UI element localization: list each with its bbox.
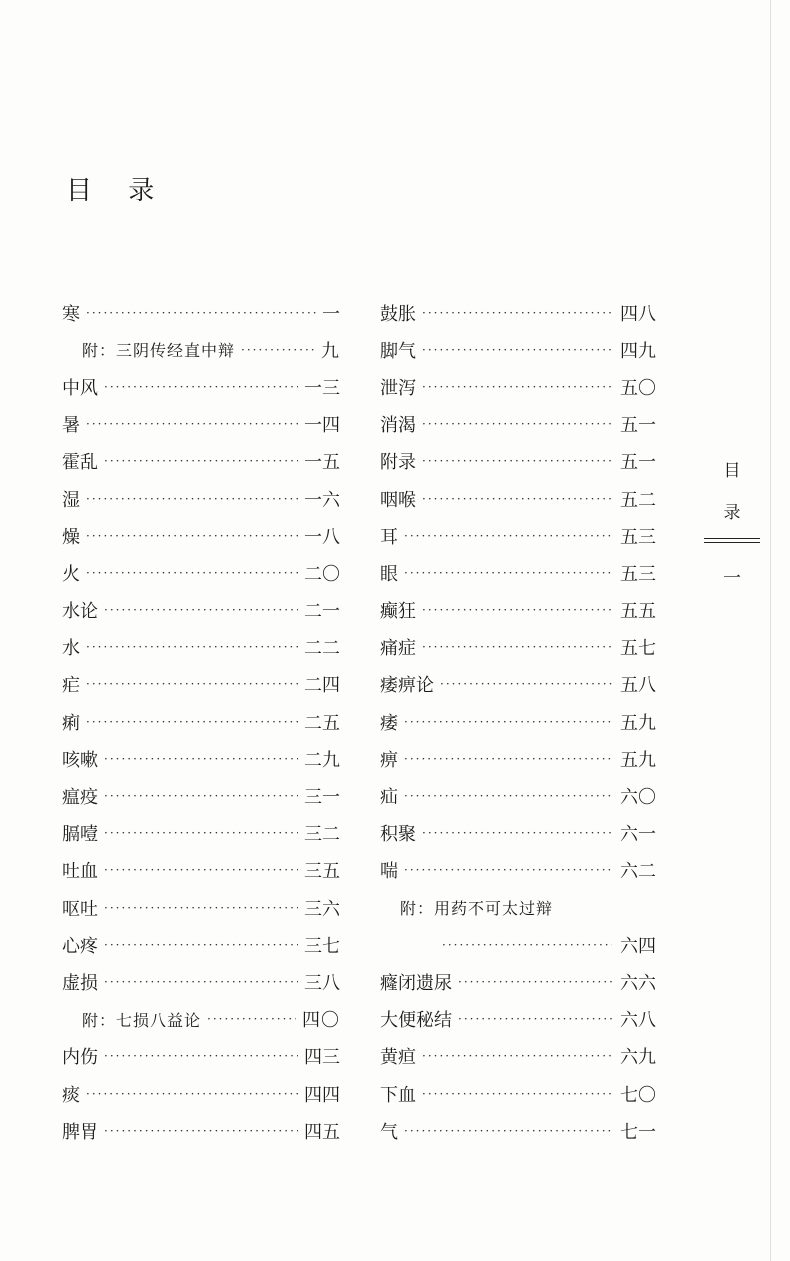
toc-entry-title: 火 bbox=[62, 563, 80, 585]
toc-entry[interactable] bbox=[62, 331, 340, 368]
toc-entry-title: 鼓胀 bbox=[380, 303, 416, 325]
toc-entry[interactable] bbox=[380, 406, 656, 443]
dot-leader bbox=[422, 306, 614, 320]
toc-entry[interactable] bbox=[62, 1038, 340, 1075]
toc-entry[interactable] bbox=[380, 666, 656, 703]
toc-entry[interactable] bbox=[62, 740, 340, 777]
dot-leader bbox=[241, 343, 315, 357]
toc-entry-page: 二五 bbox=[304, 712, 340, 734]
toc-entry-page: 三六 bbox=[304, 898, 340, 920]
toc-entry[interactable] bbox=[380, 629, 656, 666]
dot-leader bbox=[86, 715, 298, 729]
dot-leader bbox=[104, 380, 298, 394]
toc-right-column bbox=[380, 294, 656, 1149]
toc-entry-title: 心疼 bbox=[62, 935, 98, 957]
toc-entry-page: 六九 bbox=[620, 1047, 656, 1069]
toc-entry-page: 一五 bbox=[304, 452, 340, 474]
dot-leader bbox=[404, 789, 614, 803]
dot-leader bbox=[422, 454, 614, 468]
toc-entry[interactable] bbox=[380, 1112, 656, 1149]
toc-entry[interactable] bbox=[62, 852, 340, 889]
dot-leader bbox=[422, 826, 614, 840]
page-title: 目 录 bbox=[66, 176, 169, 206]
toc-entry-page: 四三 bbox=[304, 1047, 340, 1069]
toc-entry-page: 六四 bbox=[620, 935, 656, 957]
dot-leader bbox=[458, 975, 614, 989]
toc-entry-page: 九 bbox=[321, 340, 340, 362]
toc-entry[interactable] bbox=[380, 889, 656, 926]
toc-entry-title: 呕吐 bbox=[62, 898, 98, 920]
toc-entry-page: 七一 bbox=[620, 1121, 656, 1143]
toc-entry-page: 四九 bbox=[620, 340, 656, 362]
toc-entry-title: 眼 bbox=[380, 563, 398, 585]
toc-entry[interactable] bbox=[380, 1001, 656, 1038]
dot-leader bbox=[440, 677, 614, 691]
toc-entry-title: 燥 bbox=[62, 526, 80, 548]
toc-entry[interactable] bbox=[62, 592, 340, 629]
dot-leader bbox=[422, 417, 614, 431]
toc-entry-page: 二一 bbox=[304, 601, 340, 623]
toc-entry-page: 五一 bbox=[620, 452, 656, 474]
side-tab-rule bbox=[704, 542, 760, 543]
toc-left-column bbox=[62, 294, 340, 1149]
dot-leader bbox=[86, 677, 298, 691]
dot-leader bbox=[104, 603, 298, 617]
folio-page-number: 一 bbox=[723, 568, 741, 589]
toc-entry-title: 附：七损八益论 bbox=[82, 1010, 202, 1030]
dot-leader bbox=[104, 863, 298, 877]
dot-leader bbox=[104, 826, 298, 840]
toc-entry[interactable] bbox=[62, 554, 340, 591]
dot-leader bbox=[422, 1049, 614, 1063]
toc-entry[interactable] bbox=[380, 740, 656, 777]
toc-entry[interactable] bbox=[62, 443, 340, 480]
toc-entry[interactable] bbox=[62, 889, 340, 926]
toc-entry-page: 六八 bbox=[620, 1010, 656, 1032]
toc-entry-title: 疟 bbox=[62, 675, 80, 697]
toc-entry-page: 一三 bbox=[304, 377, 340, 399]
toc-entry[interactable] bbox=[62, 963, 340, 1000]
toc-entry-title: 泄泻 bbox=[380, 377, 416, 399]
toc-entry-title: 消渴 bbox=[380, 415, 416, 437]
toc-entry-title: 瘟疫 bbox=[62, 787, 98, 809]
side-tab-char-1: 目 bbox=[723, 461, 741, 481]
toc-entry-page: 五九 bbox=[620, 712, 656, 734]
toc-entry-page: 三一 bbox=[304, 787, 340, 809]
dot-leader bbox=[104, 789, 298, 803]
toc-entry-page: 七〇 bbox=[620, 1084, 656, 1106]
toc-entry[interactable] bbox=[380, 554, 656, 591]
toc-entry-page: 六二 bbox=[620, 861, 656, 883]
toc-entry-title: 喘 bbox=[380, 861, 398, 883]
dot-leader bbox=[86, 417, 298, 431]
dot-leader bbox=[86, 640, 298, 654]
toc-entry[interactable] bbox=[62, 926, 340, 963]
dot-leader bbox=[422, 343, 614, 357]
toc-entry-page: 二四 bbox=[304, 675, 340, 697]
toc-entry[interactable] bbox=[380, 963, 656, 1000]
toc-entry[interactable] bbox=[380, 815, 656, 852]
toc-entry-page: 三五 bbox=[304, 861, 340, 883]
dot-leader bbox=[458, 1012, 614, 1026]
toc-entry-page: 五八 bbox=[620, 675, 656, 697]
toc-entry-page: 五三 bbox=[620, 563, 656, 585]
toc-entry[interactable] bbox=[380, 926, 656, 963]
toc-entry-title: 虚损 bbox=[62, 972, 98, 994]
toc-entry-title: 中风 bbox=[62, 377, 98, 399]
toc-entry-title: 癫狂 bbox=[380, 601, 416, 623]
toc-entry-page: 一四 bbox=[304, 415, 340, 437]
toc-entry-title: 脾胃 bbox=[62, 1121, 98, 1143]
toc-entry-page: 二〇 bbox=[304, 563, 340, 585]
toc-entry-page: 五〇 bbox=[620, 377, 656, 399]
toc-entry-title: 内伤 bbox=[62, 1047, 98, 1069]
dot-leader bbox=[404, 715, 614, 729]
side-tab-char-2: 录 bbox=[723, 503, 741, 523]
dot-leader bbox=[104, 1049, 298, 1063]
dot-leader bbox=[422, 492, 614, 506]
toc-entry-title: 痢 bbox=[62, 712, 80, 734]
toc-entry-title: 痿 bbox=[380, 712, 398, 734]
dot-leader bbox=[442, 938, 612, 952]
toc-entry[interactable] bbox=[380, 480, 656, 517]
toc-entry-page: 四〇 bbox=[302, 1010, 340, 1032]
toc-entry-title: 气 bbox=[380, 1121, 398, 1143]
toc-entry[interactable] bbox=[380, 703, 656, 740]
toc-entry[interactable] bbox=[62, 368, 340, 405]
toc-entry-page: 五七 bbox=[620, 638, 656, 660]
toc-entry-title: 水论 bbox=[62, 601, 98, 623]
toc-entry-page: 五二 bbox=[620, 489, 656, 511]
toc-entry[interactable] bbox=[380, 1038, 656, 1075]
dot-leader bbox=[422, 1087, 614, 1101]
toc-entry-page: 六一 bbox=[620, 824, 656, 846]
toc-entry[interactable] bbox=[62, 815, 340, 852]
dot-leader bbox=[422, 380, 614, 394]
dot-leader bbox=[86, 306, 316, 320]
toc-entry-page: 四四 bbox=[304, 1084, 340, 1106]
dot-leader bbox=[86, 1087, 298, 1101]
page-edge-line bbox=[770, 0, 771, 1261]
dot-leader bbox=[86, 529, 298, 543]
toc-entry-page: 四八 bbox=[620, 303, 656, 325]
toc-entry-title: 附：用药不可太过辩 bbox=[400, 899, 554, 919]
toc-entry-title: 吐血 bbox=[62, 861, 98, 883]
toc-entry[interactable] bbox=[62, 629, 340, 666]
toc-entry-page: 五三 bbox=[620, 526, 656, 548]
toc-entry-title: 附录 bbox=[380, 452, 416, 474]
toc-entry-title: 咳嗽 bbox=[62, 749, 98, 771]
dot-leader bbox=[104, 975, 298, 989]
toc-entry-title: 湿 bbox=[62, 489, 80, 511]
toc-entry[interactable] bbox=[380, 592, 656, 629]
toc-entry-page: 二九 bbox=[304, 749, 340, 771]
toc-entry-title: 脚气 bbox=[380, 340, 416, 362]
dot-leader bbox=[422, 640, 614, 654]
toc-entry[interactable] bbox=[380, 368, 656, 405]
toc-entry-page: 三八 bbox=[304, 972, 340, 994]
toc-entry-title: 黄疸 bbox=[380, 1047, 416, 1069]
toc-entry-page: 三二 bbox=[304, 824, 340, 846]
dot-leader bbox=[104, 1124, 298, 1138]
toc-entry-title: 寒 bbox=[62, 303, 80, 325]
toc-entry[interactable] bbox=[62, 703, 340, 740]
toc-entry-title: 霍乱 bbox=[62, 452, 98, 474]
dot-leader bbox=[422, 603, 614, 617]
toc-entry-page: 一 bbox=[322, 303, 340, 325]
toc-entry[interactable] bbox=[380, 517, 656, 554]
toc-entry[interactable] bbox=[62, 1075, 340, 1112]
dot-leader bbox=[404, 752, 614, 766]
toc-entry-page: 一六 bbox=[304, 489, 340, 511]
toc-entry-page: 四五 bbox=[304, 1121, 340, 1143]
dot-leader bbox=[86, 492, 298, 506]
dot-leader bbox=[104, 901, 298, 915]
toc-entry-title: 附：三阴传经直中辩 bbox=[82, 341, 236, 361]
toc-entry-page: 五九 bbox=[620, 749, 656, 771]
dot-leader bbox=[104, 454, 298, 468]
toc-entry-page: 一八 bbox=[304, 526, 340, 548]
toc-entry[interactable] bbox=[62, 1112, 340, 1149]
toc-entry[interactable] bbox=[380, 331, 656, 368]
toc-entry-title: 痿痹论 bbox=[380, 675, 434, 697]
toc-entry-title: 痹 bbox=[380, 749, 398, 771]
toc-entry-page: 五五 bbox=[620, 601, 656, 623]
toc-entry[interactable] bbox=[380, 852, 656, 889]
toc-entry-title: 膈噎 bbox=[62, 824, 98, 846]
dot-leader bbox=[404, 1124, 614, 1138]
dot-leader bbox=[104, 752, 298, 766]
toc-entry[interactable] bbox=[62, 777, 340, 814]
toc-entry-title: 耳 bbox=[380, 526, 398, 548]
toc-entry[interactable] bbox=[380, 777, 656, 814]
toc-entry-title: 痛症 bbox=[380, 638, 416, 660]
toc-entry[interactable] bbox=[62, 1001, 340, 1038]
toc-entry[interactable] bbox=[62, 406, 340, 443]
toc-entry-page: 二二 bbox=[304, 638, 340, 660]
dot-leader bbox=[86, 566, 298, 580]
toc-entry-title: 咽喉 bbox=[380, 489, 416, 511]
toc-entry-page: 三七 bbox=[304, 935, 340, 957]
toc-entry[interactable] bbox=[62, 666, 340, 703]
toc-entry-title: 暑 bbox=[62, 415, 80, 437]
toc-entry-title: 水 bbox=[62, 638, 80, 660]
toc-entry[interactable] bbox=[62, 480, 340, 517]
dot-leader bbox=[207, 1012, 296, 1026]
toc-entry[interactable] bbox=[62, 294, 340, 331]
toc-entry[interactable] bbox=[380, 443, 656, 480]
toc-entry[interactable] bbox=[380, 1075, 656, 1112]
toc-entry[interactable] bbox=[380, 294, 656, 331]
toc-entry-page: 五一 bbox=[620, 415, 656, 437]
toc-entry-page: 六〇 bbox=[620, 787, 656, 809]
toc-entry[interactable] bbox=[62, 517, 340, 554]
toc-entry-title: 痰 bbox=[62, 1084, 80, 1106]
dot-leader bbox=[404, 529, 614, 543]
dot-leader bbox=[404, 566, 614, 580]
toc-entry-title: 积聚 bbox=[380, 824, 416, 846]
toc-entry-title: 下血 bbox=[380, 1084, 416, 1106]
dot-leader bbox=[104, 938, 298, 952]
toc-entry-title: 疝 bbox=[380, 787, 398, 809]
dot-leader bbox=[404, 863, 614, 877]
toc-entry-title: 大便秘结 bbox=[380, 1010, 452, 1032]
side-tab-rule bbox=[704, 538, 760, 539]
toc-entry-title: 癃闭遗尿 bbox=[380, 972, 452, 994]
toc-entry-page: 六六 bbox=[620, 972, 656, 994]
